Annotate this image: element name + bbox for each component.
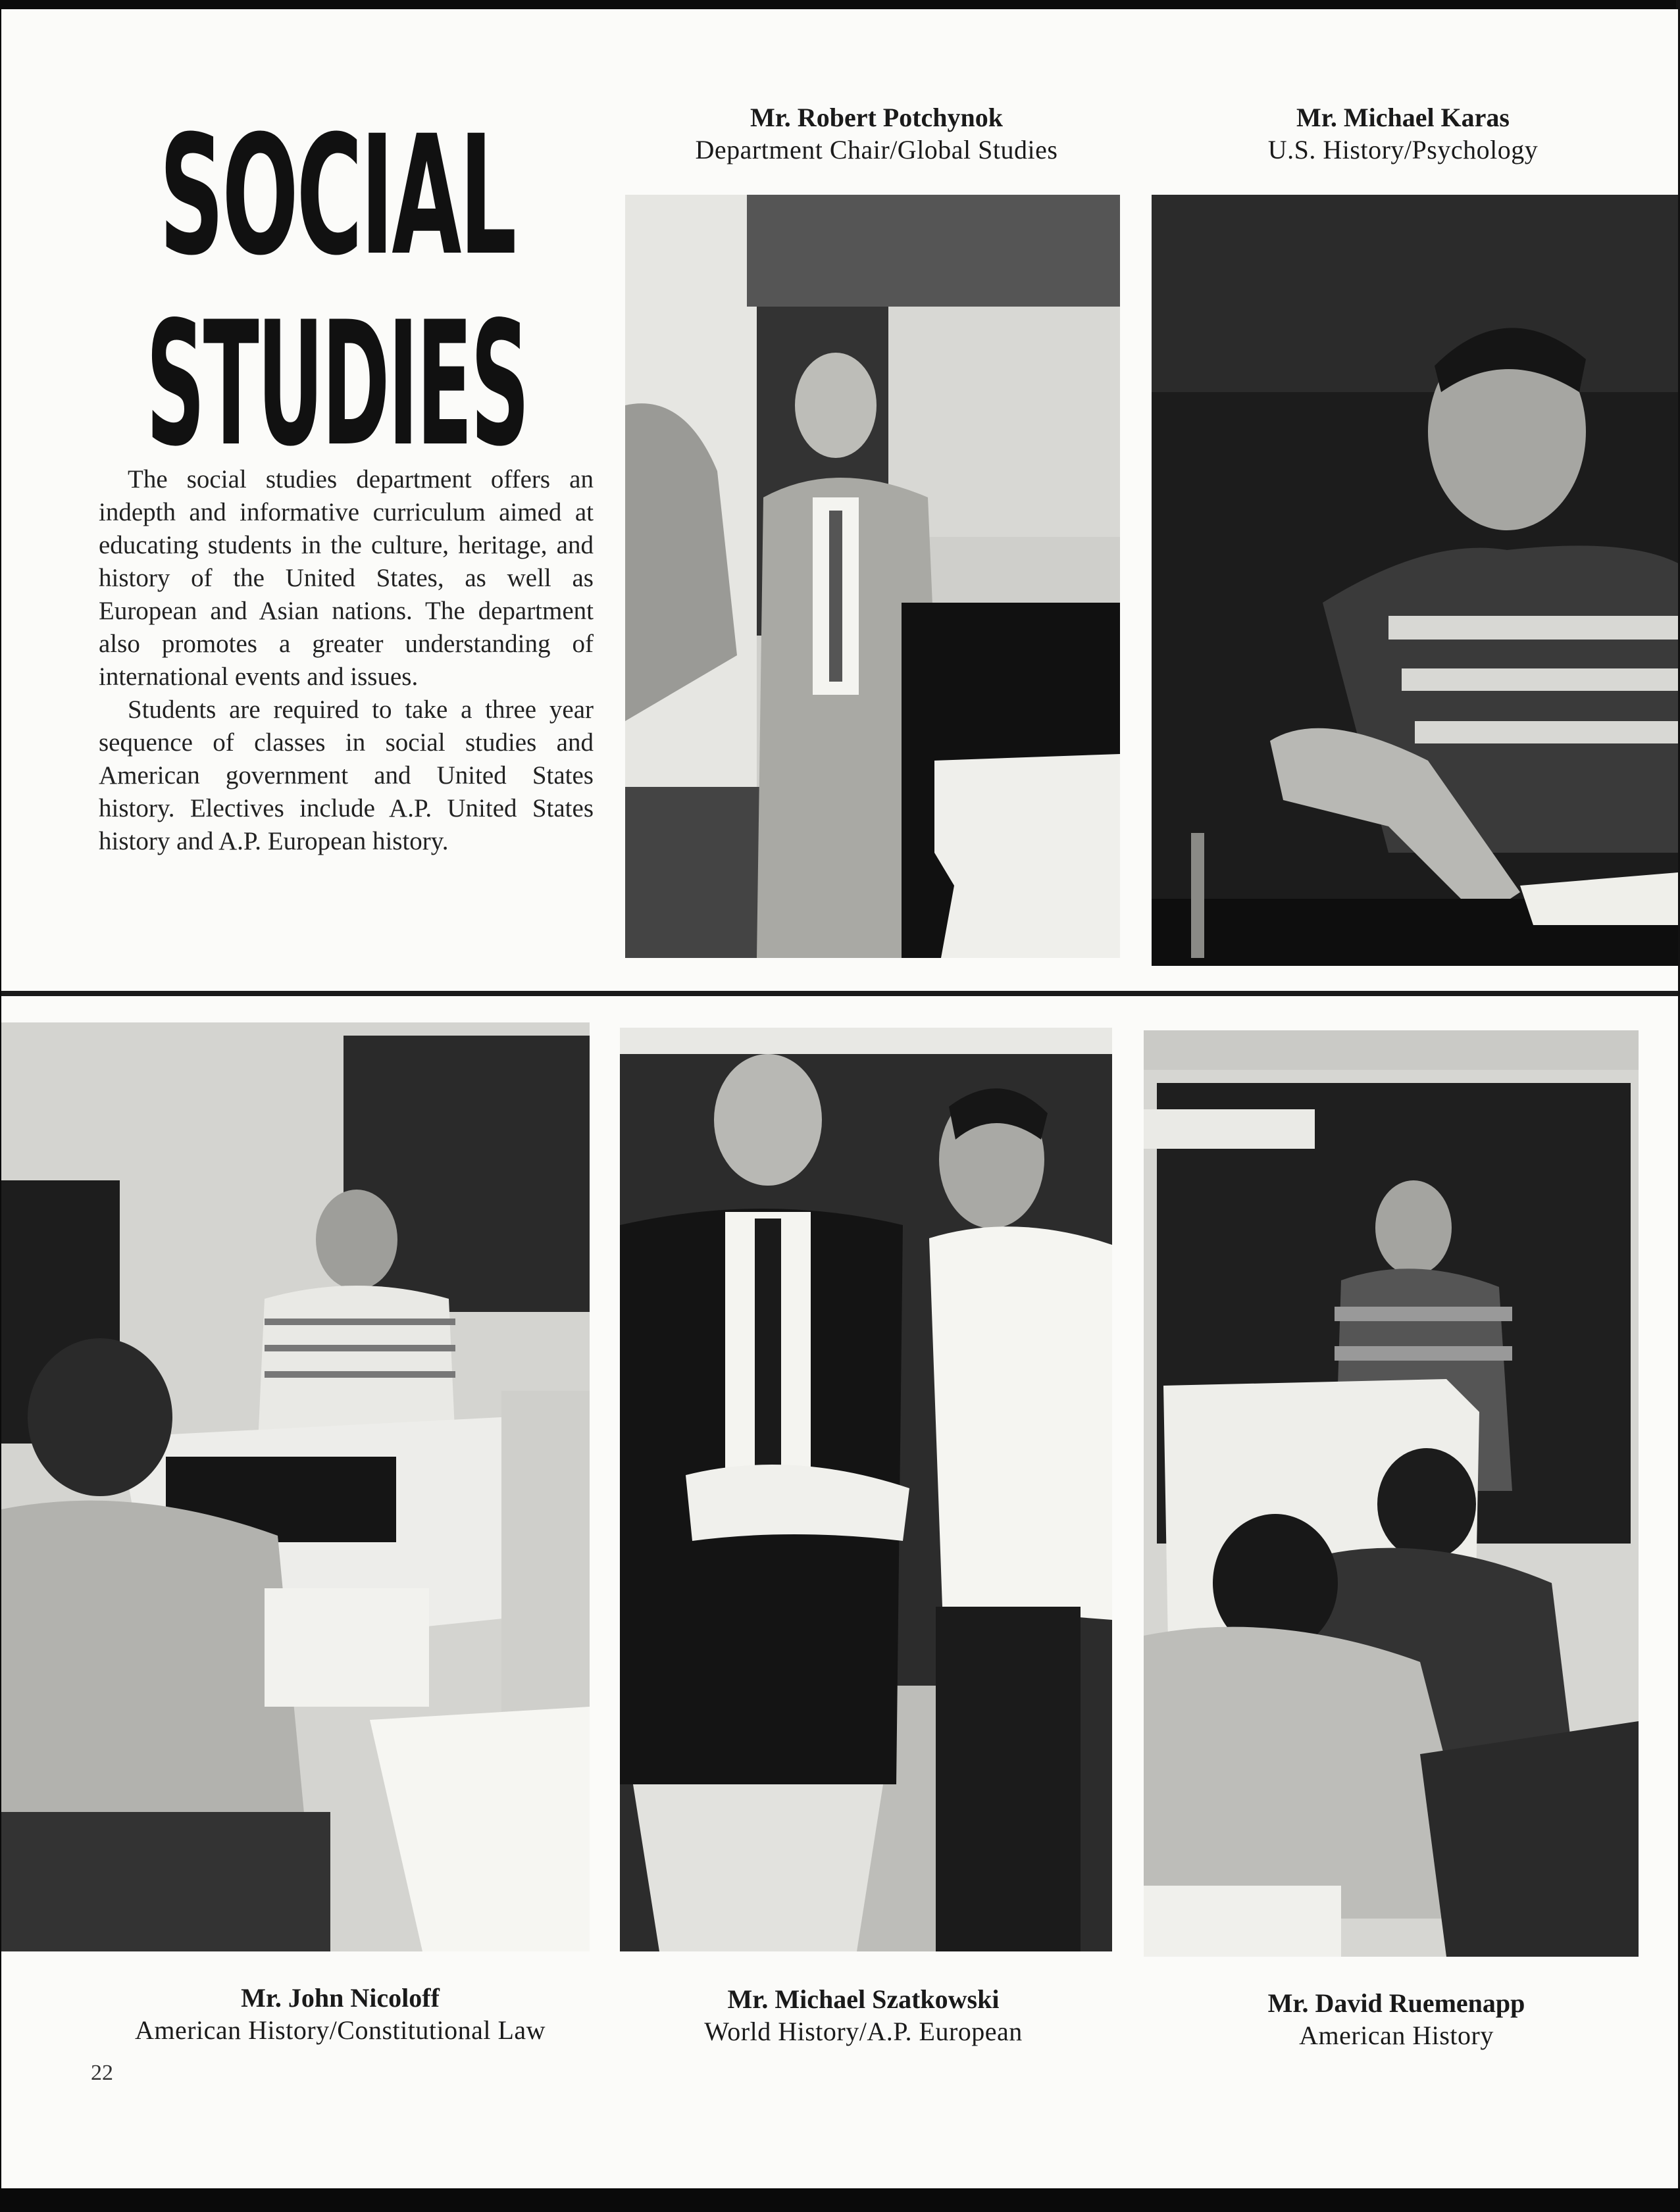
teacher-name: Mr. John Nicoloff bbox=[241, 1983, 440, 2013]
teacher-name: Mr. Robert Potchynok bbox=[750, 103, 1004, 132]
photo-szatkowski bbox=[620, 1028, 1112, 1951]
teacher-name: Mr. David Ruemenapp bbox=[1267, 1988, 1525, 2018]
teacher-name: Mr. Michael Karas bbox=[1296, 103, 1510, 132]
page-number: 22 bbox=[91, 2061, 113, 2085]
caption-szatkowski bbox=[613, 1983, 1113, 2048]
intro-text bbox=[99, 463, 594, 858]
teacher-subject: World History/A.P. European bbox=[704, 2017, 1023, 2046]
caption-karas bbox=[1159, 101, 1646, 166]
teacher-name: Mr. Michael Szatkowski bbox=[727, 1984, 1000, 2014]
photo-potchynok bbox=[625, 195, 1120, 958]
section-divider bbox=[1, 991, 1678, 996]
page-edge-bottom bbox=[0, 2188, 1680, 2212]
photo-ruemenapp bbox=[1144, 1030, 1639, 1957]
teacher-subject: Department Chair/Global Studies bbox=[695, 135, 1058, 164]
title-line-studies: STUDIES bbox=[146, 286, 528, 463]
photo-karas bbox=[1152, 195, 1678, 966]
intro-paragraph-1: The social studies department offers an indepth and informative curriculum aimed at educating students in the culture, heritage, and history of the United States, as well as European and Asian nations. The department also promotes a greater understanding of international events and issues. bbox=[99, 465, 594, 691]
caption-ruemenapp bbox=[1146, 1987, 1646, 2051]
teacher-subject: U.S. History/Psychology bbox=[1267, 135, 1539, 164]
yearbook-page bbox=[1, 9, 1678, 2188]
caption-nicoloff bbox=[61, 1982, 620, 2046]
title-line-social: SOCIAL bbox=[159, 100, 515, 291]
section-title bbox=[133, 55, 541, 463]
teacher-subject: American History bbox=[1299, 2021, 1494, 2050]
intro-paragraph-2: Students are required to take a three year sequence of classes in social studies and American government and United States history. Electives include A.P. United States history and A.P. European history. bbox=[99, 695, 594, 855]
caption-potchynok bbox=[620, 101, 1133, 166]
photo-nicoloff bbox=[1, 1022, 590, 1951]
teacher-subject: American History/Constitutional Law bbox=[134, 2015, 546, 2045]
